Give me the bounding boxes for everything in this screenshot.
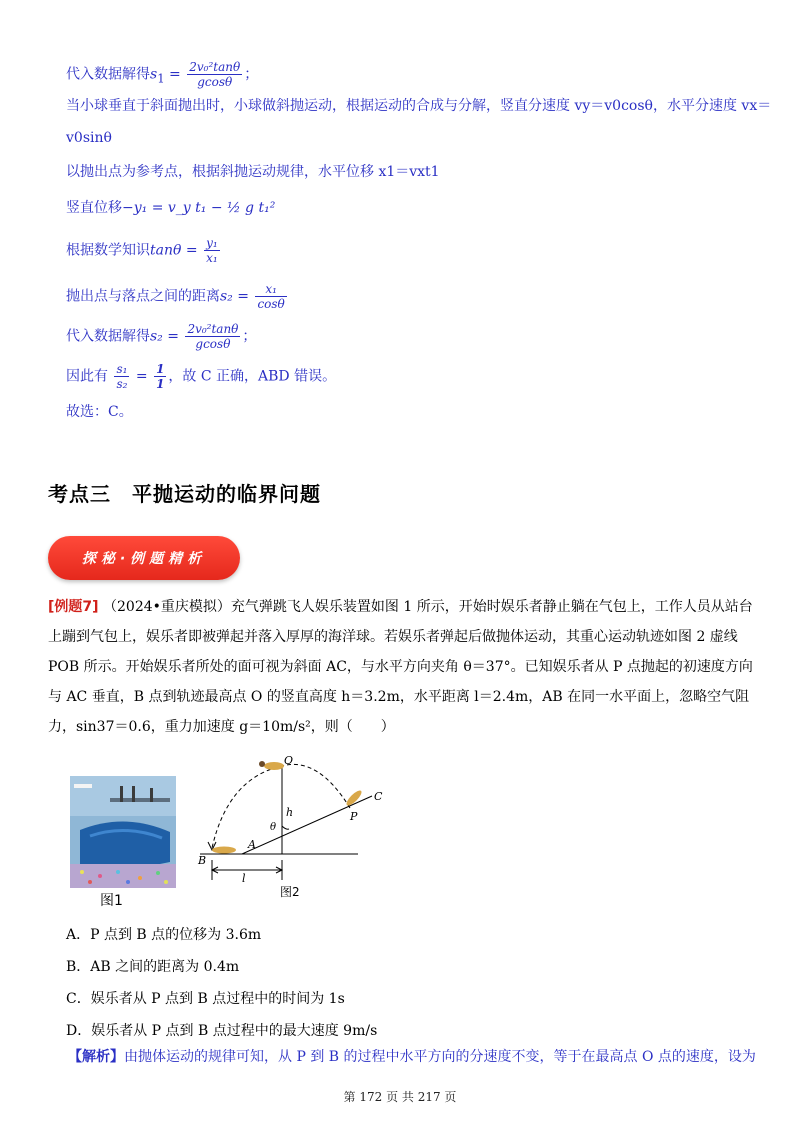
figure-2-caption: 图2	[280, 885, 300, 899]
formula-var: s	[150, 66, 158, 83]
fraction-denominator: cosθ	[257, 297, 285, 311]
figure-1-caption: 图1	[100, 893, 123, 909]
solution-line-8	[66, 322, 256, 351]
label-A: A	[248, 838, 256, 851]
fraction-numerator: x₁	[255, 282, 286, 297]
analysis-line	[68, 1046, 756, 1066]
incline-line	[242, 796, 372, 854]
line-text: 因此有	[66, 368, 108, 385]
line-text: 代入数据解得	[66, 328, 150, 345]
fraction-numerator: s₁	[116, 362, 128, 376]
formula-lhs: s₂ =	[150, 328, 179, 345]
line-text: 竖直位移	[66, 200, 122, 216]
fraction-numerator: y₁	[206, 236, 218, 250]
solution-line-9	[66, 362, 336, 391]
solution-line-2: 当小球垂直于斜面抛出时，小球做斜抛运动，根据运动的合成与分解，竖直分速度 vy＝v0cosθ，水平分速度 vx＝	[66, 98, 772, 114]
label-B: B	[198, 854, 207, 867]
example-paragraph	[48, 592, 754, 742]
page-footer: 第 172 页 共 217 页	[343, 1090, 457, 1104]
solution-line-6	[66, 236, 222, 265]
label-theta: θ	[270, 822, 277, 833]
punct: ；	[244, 66, 259, 83]
formula-lhs: s₂ =	[220, 288, 249, 305]
fraction-denominator: x₁	[206, 251, 218, 265]
trajectory-dashed	[212, 764, 350, 848]
example-body: （2024•重庆模拟）充气弹跳飞人娱乐装置如图 1 所示，开始时娱乐者静止躺在气包上，工作人员从站台上蹦到气包上，娱乐者即被弹起并落入厚厚的海洋球。若娱乐者弹起后做抛体运动，其重心运动轨迹如图 2 虚线 POB 所示。开始娱乐者所处的面可视为斜面 AC，与水平方向夹角 θ＝37°。已知娱乐者从 P 点抛起的初速度方向与 AC 垂直，B 点到轨迹最高点 O 的竖直高度 h＝3.2m，水平距离 l＝2.4m，AB 在同一水平面上，忽略空气阻力，sin37＝0.6，重力加速度 g＝10m/s²，则（ ）	[48, 599, 753, 735]
label-l: l	[242, 872, 246, 885]
person-top	[264, 762, 284, 770]
figure-1-photo	[70, 776, 176, 888]
solution-line-5	[66, 198, 275, 218]
fraction-denominator: gcosθ	[197, 75, 233, 89]
line-text: 抛出点与落点之间的距离	[66, 288, 220, 305]
example-tag: [例题7]	[48, 599, 99, 615]
line-text: 代入数据解得	[66, 66, 150, 83]
fraction-denominator: s₂	[116, 377, 128, 391]
solution-line-3: v0sinθ	[66, 130, 112, 146]
person-b	[212, 847, 236, 854]
solution-line-7	[66, 282, 289, 311]
example-banner	[48, 536, 240, 580]
option-a: A．P 点到 B 点的位移为 3.6m	[66, 927, 262, 943]
label-h: h	[286, 806, 294, 819]
punct: ；	[242, 328, 257, 345]
fraction-denominator: 1	[156, 377, 165, 391]
analysis-tag: 【解析】	[68, 1049, 124, 1065]
fraction-denominator: gcosθ	[195, 337, 231, 351]
line-text: 根据数学知识	[66, 242, 150, 259]
label-P: P	[350, 810, 358, 823]
label-C: C	[374, 790, 383, 803]
formula-lhs: tanθ =	[150, 242, 198, 259]
option-c: C．娱乐者从 P 点到 B 点过程中的时间为 1s	[66, 991, 345, 1007]
formula: −y₁ = v_y t₁ − ½ g t₁²	[122, 200, 276, 216]
fraction-numerator: 2v₀²tanθ	[189, 60, 241, 74]
banner-label: 探秘·例题精析	[81, 551, 207, 567]
solution-line-10: 故选：C。	[66, 404, 133, 420]
solution-line-4: 以抛出点为参考点，根据斜抛运动规律，水平位移 x1＝vxt1	[66, 164, 440, 180]
equals-sign: =	[135, 368, 148, 385]
fraction-numerator: 1	[156, 362, 165, 376]
person-p	[344, 788, 363, 807]
fraction-numerator: 2v₀²tanθ	[187, 322, 239, 336]
section-heading: 考点三 平抛运动的临界问题	[48, 482, 321, 506]
option-b: B．AB 之间的距离为 0.4m	[66, 959, 240, 975]
solution-line-1: 代入数据解得$s_1$ = $\frac{\text{2v₀²tanθ}}{gcos\theta}$ ；	[66, 60, 259, 89]
line-text: ，故 C 正确，ABD 错误。	[168, 368, 337, 385]
label-O: O	[284, 756, 294, 767]
analysis-text: 由抛体运动的规律可知，从 P 到 B 的过程中水平方向的分速度不变，等于在最高点 O 点的速度，设为	[124, 1049, 756, 1065]
option-d: D．娱乐者从 P 点到 B 点过程中的最大速度 9m/s	[66, 1023, 378, 1039]
formula-sub: 1	[157, 71, 165, 86]
figure-2-diagram	[190, 756, 390, 900]
